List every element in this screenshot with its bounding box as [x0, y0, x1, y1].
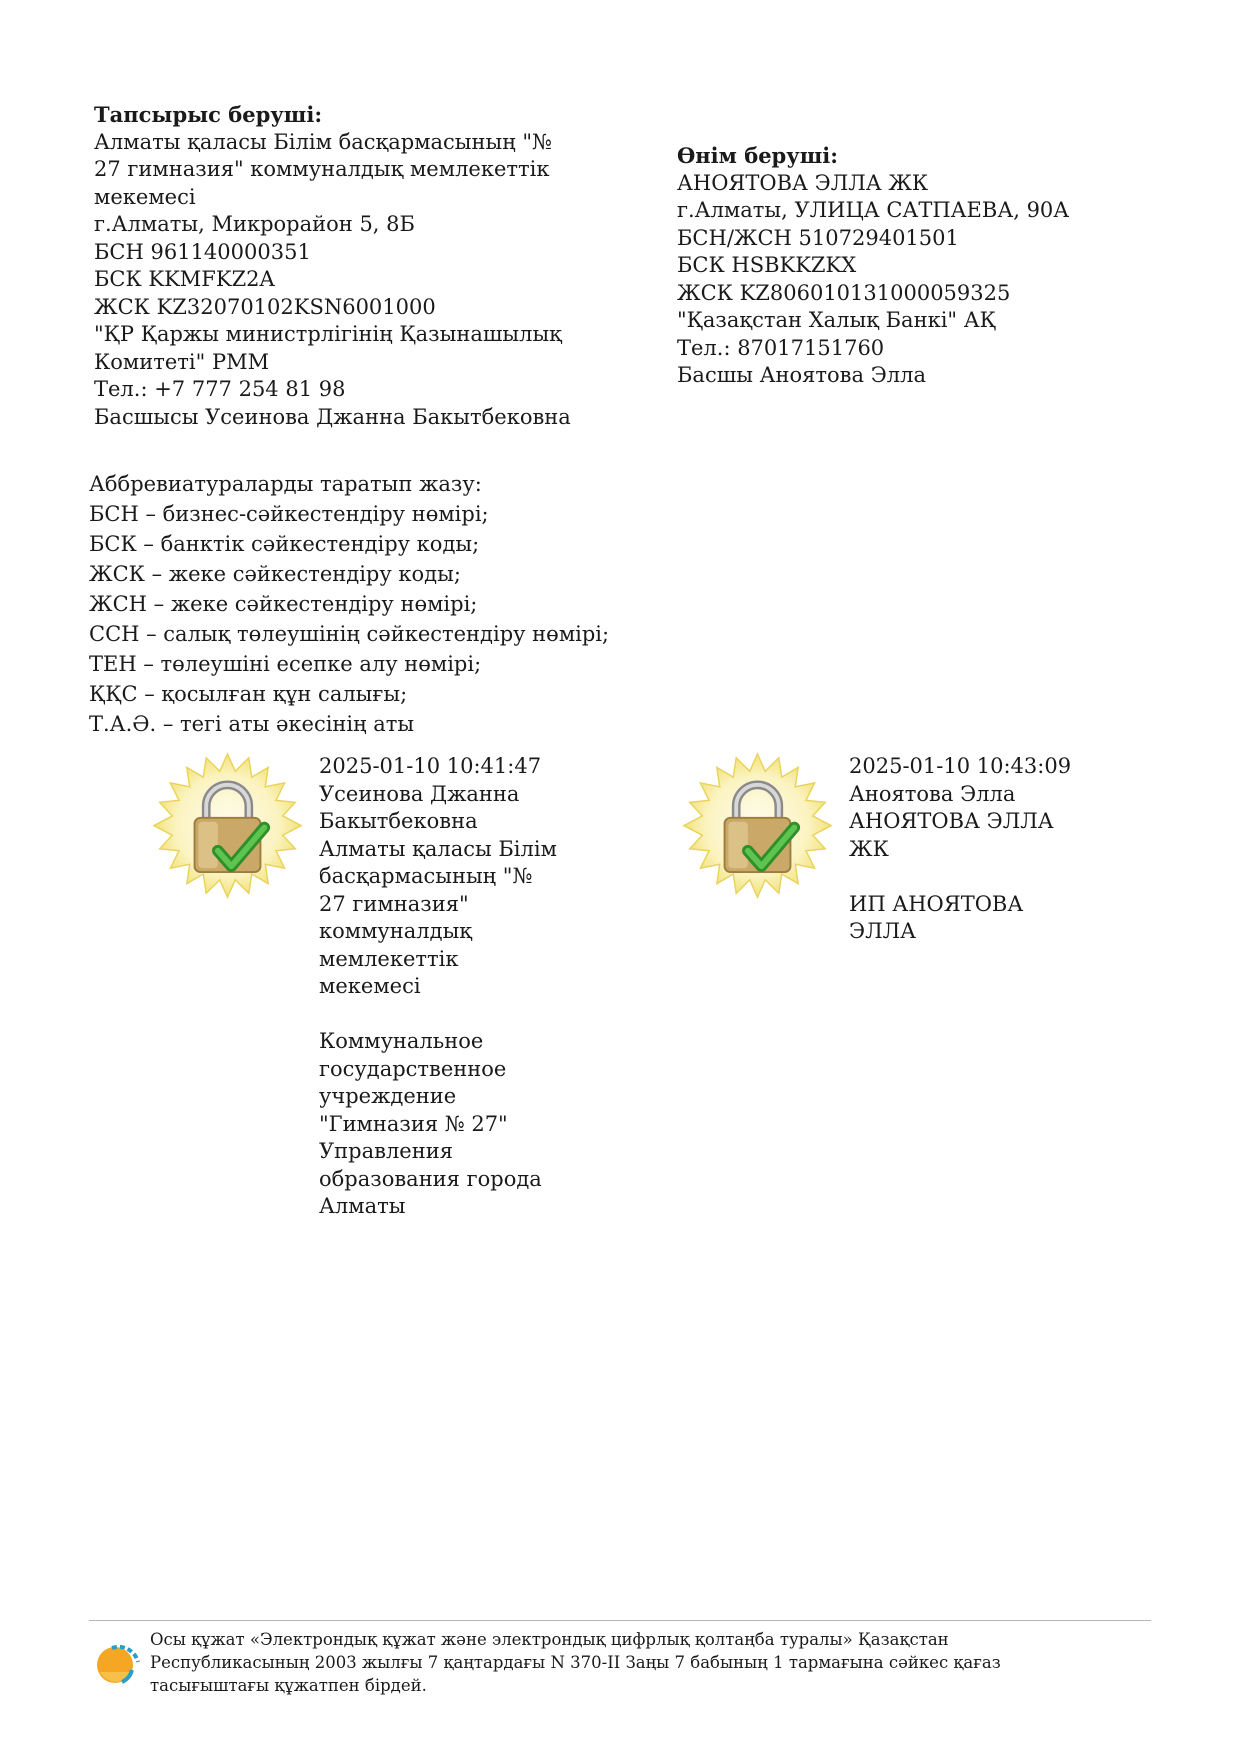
signature-line	[849, 863, 1109, 891]
customer-line: БСК KKMFKZ2A	[94, 267, 275, 291]
signature-line	[319, 1001, 579, 1029]
signature-line: государственное	[319, 1056, 507, 1081]
supplier-block	[677, 142, 1217, 390]
abbreviation-item: ҚҚС – қосылған құн салығы;	[89, 682, 408, 706]
supplier-line: Тел.: 87017151760	[677, 335, 885, 360]
supplier-line: ЖСК KZ806010131000059325	[677, 280, 1011, 305]
signature-line: 27 гимназия"	[319, 891, 469, 916]
signature-line: коммуналдық	[319, 919, 473, 943]
customer-block	[94, 101, 654, 431]
abbreviations-block	[89, 469, 609, 739]
signature-line: Аноятова Элла	[849, 781, 1016, 806]
supplier-line: "Қазақстан Халық Банкі" АҚ	[677, 308, 996, 332]
signature-line: ИП АНОЯТОВА	[849, 891, 1024, 916]
legal-notice-line: Осы құжат «Электрондық құжат және электрондық цифрлық қолтаңба туралы» Қазақстан	[150, 1630, 949, 1649]
signature-line: учреждение	[319, 1084, 457, 1108]
customer-line: 27 гимназия" коммуналдық мемлекеттік	[94, 157, 550, 181]
legal-notice	[150, 1628, 1110, 1697]
signature-line: Алматы	[319, 1194, 406, 1218]
signature-line: Усеинова Джанна	[319, 781, 520, 806]
customer-line: Комитеті" РММ	[94, 349, 270, 374]
signature-line: Алматы қаласы Білім	[319, 836, 557, 861]
signature-line: мекемесі	[319, 974, 421, 998]
signature-line: ЭЛЛА	[849, 919, 917, 943]
signature-line: Управления	[319, 1139, 453, 1163]
abbreviation-item: ЖСН – жеке сәйкестендіру нөмірі;	[89, 592, 478, 616]
signature-info-customer	[319, 753, 579, 1221]
padlock-checkmark-seal-icon	[680, 750, 835, 905]
supplier-line: АНОЯТОВА ЭЛЛА ЖК	[677, 170, 929, 195]
abbreviation-item: БСН – бизнес-сәйкестендіру нөмірі;	[89, 502, 489, 526]
legal-notice-line: тасығыштағы құжатпен бірдей.	[150, 1676, 427, 1695]
supplier-line: БСК HSBKKZKX	[677, 253, 857, 277]
signature-line: Бакытбековна	[319, 809, 478, 833]
signature-timestamp: 2025-01-10 10:43:09	[849, 754, 1072, 778]
customer-line: "ҚР Қаржы министрлігінің Қазынашылық	[94, 322, 562, 346]
customer-line: мекемесі	[94, 184, 196, 209]
abbreviation-item: ЖСК – жеке сәйкестендіру коды;	[89, 562, 461, 586]
footer-divider	[89, 1620, 1151, 1621]
signature-line: мемлекеттік	[319, 946, 459, 971]
customer-line: Алматы қаласы Білім басқармасының "№	[94, 129, 552, 154]
legal-notice-line: Республикасының 2003 жылғы 7 қаңтардағы N 370-II Заңы 7 бабының 1 тармағына сәйкес қағаз	[150, 1653, 1001, 1672]
customer-line: БСН 961140000351	[94, 239, 311, 264]
signature-line: "Гимназия № 27"	[319, 1111, 508, 1136]
supplier-line: БСН/ЖСН 510729401501	[677, 225, 959, 250]
signature-line: АНОЯТОВА ЭЛЛА	[849, 809, 1054, 833]
abbreviation-item: ТЕН – төлеушіні есепке алу нөмірі;	[89, 652, 482, 676]
egov-logo-icon	[92, 1640, 142, 1690]
signature-line: ЖК	[849, 836, 889, 861]
abbreviation-item: Т.А.Ә. – тегі аты әкесінің аты	[89, 712, 415, 736]
supplier-line: Басшы Аноятова Элла	[677, 363, 926, 387]
customer-line: ЖСК KZ32070102KSN6001000	[94, 294, 436, 319]
abbreviation-item: ССН – салық төлеушінің сәйкестендіру нөмірі;	[89, 622, 610, 646]
abbreviations-title: Аббревиатураларды таратып жазу:	[89, 472, 482, 496]
supplier-line: г.Алматы, УЛИЦА САТПАЕВА, 90А	[677, 198, 1070, 222]
customer-line: Басшысы Усеинова Джанна Бакытбековна	[94, 404, 571, 429]
padlock-checkmark-seal-icon	[150, 750, 305, 905]
supplier-heading: Өнім беруші:	[677, 143, 838, 168]
abbreviation-item: БСК – банктік сәйкестендіру коды;	[89, 532, 480, 556]
signature-info-supplier	[849, 753, 1109, 946]
signature-line: Коммунальное	[319, 1029, 484, 1053]
signature-line: образования города	[319, 1166, 542, 1191]
signature-line: басқармасының "№	[319, 864, 533, 888]
customer-line: Тел.: +7 777 254 81 98	[94, 377, 346, 401]
customer-line: г.Алматы, Микрорайон 5, 8Б	[94, 212, 415, 236]
signature-timestamp: 2025-01-10 10:41:47	[319, 754, 542, 778]
customer-heading: Тапсырыс беруші:	[94, 102, 323, 127]
